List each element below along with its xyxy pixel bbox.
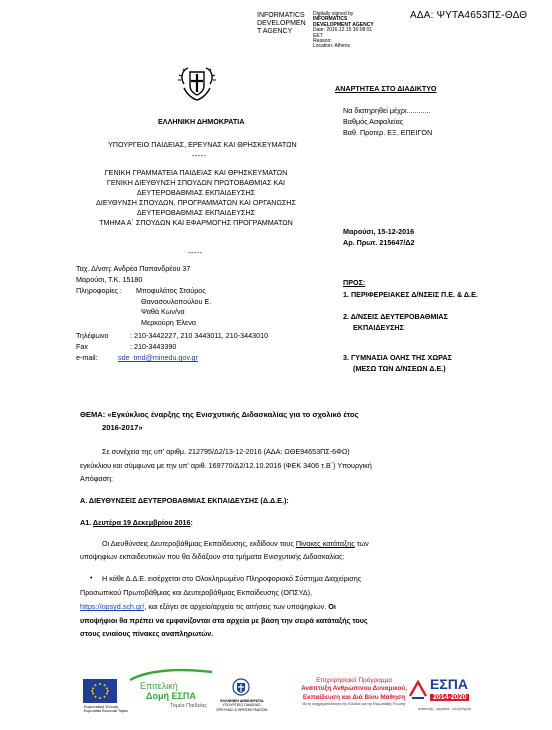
ministry-footer-line: ΕΡΕΥΝΑΣ & ΘΡΗΣΚΕΥΜΑΤΩΝ bbox=[216, 707, 268, 712]
department-line: ΓΕΝΙΚΗ ΓΡΑΜΜΑΤΕΙΑ ΠΑΙΔΕΙΑΣ ΚΑΙ ΘΡΗΣΚΕΥΜΑΤΩΝ bbox=[104, 168, 288, 177]
republic-title: ΕΛΛΗΝΙΚΗ ΔΗΜΟΚΡΑΤΙΑ bbox=[158, 117, 245, 126]
eu-sub-caption: Ευρωπαϊκό Κοινωνικό Ταμείο bbox=[84, 709, 128, 713]
bullet-text-bold: Οι bbox=[328, 602, 336, 611]
phone-value: : 210-3442227, 210 3443011, 210-3443010 bbox=[130, 331, 269, 340]
operational-programme bbox=[284, 677, 424, 707]
bullet-icon: • bbox=[90, 573, 93, 582]
recipient-item: (ΜΕΣΩ ΤΩΝ Δ/ΝΣΕΩΝ Δ.Ε.) bbox=[353, 364, 446, 373]
section-heading: Α. ΔΙΕΥΘΥΝΣΕΙΣ ΔΕΥΤΕΡΟΒΑΘΜΙΑΣ ΕΚΠΑΙΔΕΥΣΗΣ (Δ.Δ.Ε.): bbox=[80, 496, 289, 505]
priority-level: Βαθ. Προτερ. ΕΞ. ΕΠΕΙΓΟΝ bbox=[343, 128, 433, 137]
espa-motto: ανάπτυξη - εργασία - αλληλεγγύη bbox=[418, 707, 472, 711]
recipient-item: 1. ΠΕΡΙΦΕΡΕΙΑΚΕΣ Δ/ΝΣΕΙΣ Π.Ε. & Δ.Ε. bbox=[343, 290, 478, 299]
signature-detail-line: EET bbox=[313, 32, 323, 39]
op-line: Με τη συγχρηματοδότηση της Ελλάδας και της Ευρωπαϊκής Ένωσης bbox=[302, 702, 406, 707]
paragraph-line bbox=[102, 539, 369, 548]
bullet-line: Η κάθε Δ.Δ.Ε. εισέρχεται στο Ολοκληρωμένο Πληροφοριακό Σύστημα Διαχείρισης bbox=[102, 574, 362, 583]
bullet-text: , και εξάγει σε αρχείο/αρχεία τις αιτήσεις των υποψηφίων. bbox=[144, 602, 329, 611]
fax-value: : 210-3443390 bbox=[130, 342, 177, 351]
intro-line: Απόφαση: bbox=[80, 474, 113, 483]
ministry-emblem-icon bbox=[232, 678, 250, 698]
address-line: Μαρούσι, Τ.Κ. 15180 bbox=[76, 275, 143, 284]
espa-logo-icon bbox=[408, 680, 428, 702]
department-line: ΔΕΥΤΕΡΟΒΑΘΜΙΑΣ ΕΚΠΑΙΔΕΥΣΗΣ bbox=[136, 208, 256, 217]
ministry-footer-line: ΥΠΟΥΡΓΕΙΟ ΠΑΙΔΕΙΑΣ, bbox=[222, 703, 262, 708]
op-line: Επιχειρησιακό Πρόγραμμα bbox=[316, 677, 392, 684]
signature-detail-line: Digitally signed by bbox=[313, 11, 354, 17]
info-name: Ψαθά Κων/να bbox=[141, 307, 185, 317]
subsection-date: Δευτέρα 19 Δεκεμβρίου 2016 bbox=[92, 518, 191, 527]
recipient-item: 2. Δ/ΝΣΕΙΣ ΔΕΥΤΕΡΟΒΑΘΜΙΑΣ bbox=[343, 312, 448, 321]
signature-org-line: T AGENCY bbox=[257, 28, 293, 35]
espa-title: ΕΣΠΑ bbox=[430, 676, 468, 692]
subsection-heading bbox=[80, 518, 193, 527]
recipient-item: 3. ΓΥΜΝΑΣΙΑ ΟΛΗΣ ΤΗΣ ΧΩΡΑΣ bbox=[343, 353, 452, 362]
espa-period-text: 2014-2020 bbox=[433, 694, 467, 701]
email-label: e-mail: bbox=[76, 353, 98, 362]
bullet-line: στους ενιαίους πίνακες αναπληρωτών. bbox=[80, 629, 214, 638]
protocol-number: Αρ. Πρωτ. 215647/Δ2 bbox=[343, 238, 415, 247]
kept-until: Να διατηρηθεί μέχρι............ bbox=[343, 106, 431, 115]
subject-line: ΘΕΜΑ: «Εγκύκλιος έναρξης της Ενισχυτικής Διδασκαλίας για το σχολικό έτος bbox=[80, 410, 359, 419]
info-name: Μποφυλάτος Σταύρος bbox=[136, 286, 206, 295]
intro-line: εγκύκλιου και σύμφωνα με την υπ' αριθ. 169770/Δ2/12.10.2016 (ΦΕΚ 3406 τ.Β΄) Υπουργική bbox=[80, 461, 372, 470]
signature-org bbox=[257, 12, 306, 36]
divider: ----- bbox=[188, 248, 203, 257]
paragraph-text: των bbox=[354, 539, 369, 548]
espa-unit-line: Επιτελική bbox=[140, 681, 178, 691]
intro-line: Σε συνέχεια της υπ' αριθμ. 212795/Δ2/13-12-2016 (ΑΔΑ: ΩΘΕ94653ΠΣ-6ΦΩ) bbox=[102, 447, 350, 456]
ada-code: ΑΔΑ: ΨΥΤΑ4653ΠΣ-ΘΔΘ bbox=[410, 10, 528, 21]
info-name: Μερκούρη Έλενα bbox=[141, 318, 196, 328]
fax-label: Fax bbox=[76, 342, 88, 351]
signature-detail-line: DEVELOPMENT AGENCY bbox=[313, 21, 374, 28]
op-line: Εκπαίδευση και Διά Βίου Μάθηση bbox=[302, 693, 406, 701]
espa-unit-line: Δομή ΕΣΠΑ bbox=[146, 691, 196, 701]
signature-org-line: INFORMATICS bbox=[257, 12, 305, 19]
department-line: ΔΙΕΥΘΥΝΣΗ ΣΠΟΥΔΩΝ, ΠΡΟΓΡΑΜΜΑΤΩΝ ΚΑΙ ΟΡΓΑΝΩΣΗΣ bbox=[96, 198, 296, 207]
signature-detail-line: Reason: bbox=[313, 38, 332, 45]
eu-caption: Ευρωπαϊκή Ένωση bbox=[84, 704, 119, 709]
signature-org-line: DEVELOPMEN bbox=[257, 20, 306, 27]
greek-emblem-icon bbox=[176, 64, 218, 104]
address-line: Ταχ. Δ/νση: Ανδρέα Παπανδρέου 37 bbox=[76, 264, 191, 273]
espa-unit-line: Τομέα Παιδείας bbox=[170, 703, 208, 709]
divider: ----- bbox=[192, 151, 207, 160]
rankings-link-text: Πίνακες κατάταξης bbox=[295, 539, 355, 548]
bullet-line: Προσωπικού Πρωτοβάθμιας και Δευτεροβάθμιας Εκπαίδευσης (ΟΠΣΥΔ), bbox=[80, 588, 313, 597]
department-line: ΤΜΗΜΑ Α΄ ΣΠΟΥΔΩΝ ΚΑΙ ΕΦΑΡΜΟΓΗΣ ΠΡΟΓΡΑΜΜΑΤΩΝ bbox=[99, 218, 293, 227]
espa-period bbox=[430, 694, 469, 701]
department-block bbox=[80, 168, 312, 228]
signature-details bbox=[313, 12, 374, 50]
subsection-suffix: : bbox=[190, 518, 193, 527]
ministry-title: ΥΠΟΥΡΓΕΙΟ ΠΑΙΔΕΙΑΣ, ΕΡΕΥΝΑΣ ΚΑΙ ΘΡΗΣΚΕΥΜΑΤΩΝ bbox=[108, 140, 297, 149]
op-line: Ανάπτυξη Ανθρώπινου Δυναμικού, bbox=[301, 685, 407, 693]
info-names bbox=[136, 286, 211, 329]
ministry-footer-text bbox=[212, 699, 272, 712]
info-name: Θανασουλοπούλου Ε. bbox=[141, 296, 212, 306]
department-line: ΓΕΝΙΚΗ ΔΙΕΥΘΥΝΣΗ ΣΠΟΥΔΩΝ ΠΡΩΤΟΒΑΘΜΙΑΣ ΚΑΙ bbox=[106, 178, 286, 187]
signature-detail-line: INFORMATICS bbox=[313, 16, 348, 23]
subsection-prefix: Α1. bbox=[80, 518, 93, 527]
bullet-line bbox=[80, 602, 336, 611]
recipient-item: ΕΚΠΑΙΔΕΥΣΗΣ bbox=[353, 323, 404, 332]
security-level: Βαθμός Ασφαλείας bbox=[343, 117, 404, 126]
signature-detail-line: Date: 2016.12.15 16:08:01 bbox=[313, 27, 373, 34]
info-label: Πληροφορίες : bbox=[76, 286, 122, 295]
ministry-footer-line: ΕΛΛΗΝΙΚΗ ΔΗΜΟΚΡΑΤΙΑ bbox=[220, 699, 264, 703]
signature-detail-line: Location: Athens bbox=[313, 43, 350, 50]
email-link[interactable]: sde_tmd@minedu.gov.gr bbox=[118, 353, 198, 362]
post-online-label: ΑΝΑΡΤΗΤΕΑ ΣΤΟ ΔΙΑΔΙΚΤΥΟ bbox=[335, 84, 437, 93]
document-date: Μαρούσι, 15-12-2016 bbox=[343, 227, 415, 236]
recipients-label: ΠΡΟΣ: bbox=[343, 278, 366, 287]
phone-label: Τηλέφωνο bbox=[76, 331, 109, 340]
bullet-line: υποψήφιοι θα πρέπει να εμφανίζονται στα αρχεία με βάση την σειρά κατάταξής τους bbox=[80, 616, 368, 625]
paragraph-text: Οι Διευθύνσεις Δευτεροβάθμιας Εκπαίδευσης, εκδίδουν τους bbox=[102, 539, 296, 548]
department-line: ΔΕΥΤΕΡΟΒΑΘΜΙΑΣ ΕΚΠΑΙΔΕΥΣΗΣ bbox=[136, 188, 256, 197]
subject-line: 2016-2017» bbox=[102, 423, 143, 432]
eu-flag-logo bbox=[83, 679, 117, 705]
paragraph-line: υποψηφίων εκπαιδευτικών που θα διδάξουν στα τμήματα Ενισχυτικής Διδασκαλίας: bbox=[80, 552, 345, 561]
opsyd-link[interactable]: https://opsyd.sch.gr/ bbox=[80, 602, 145, 611]
